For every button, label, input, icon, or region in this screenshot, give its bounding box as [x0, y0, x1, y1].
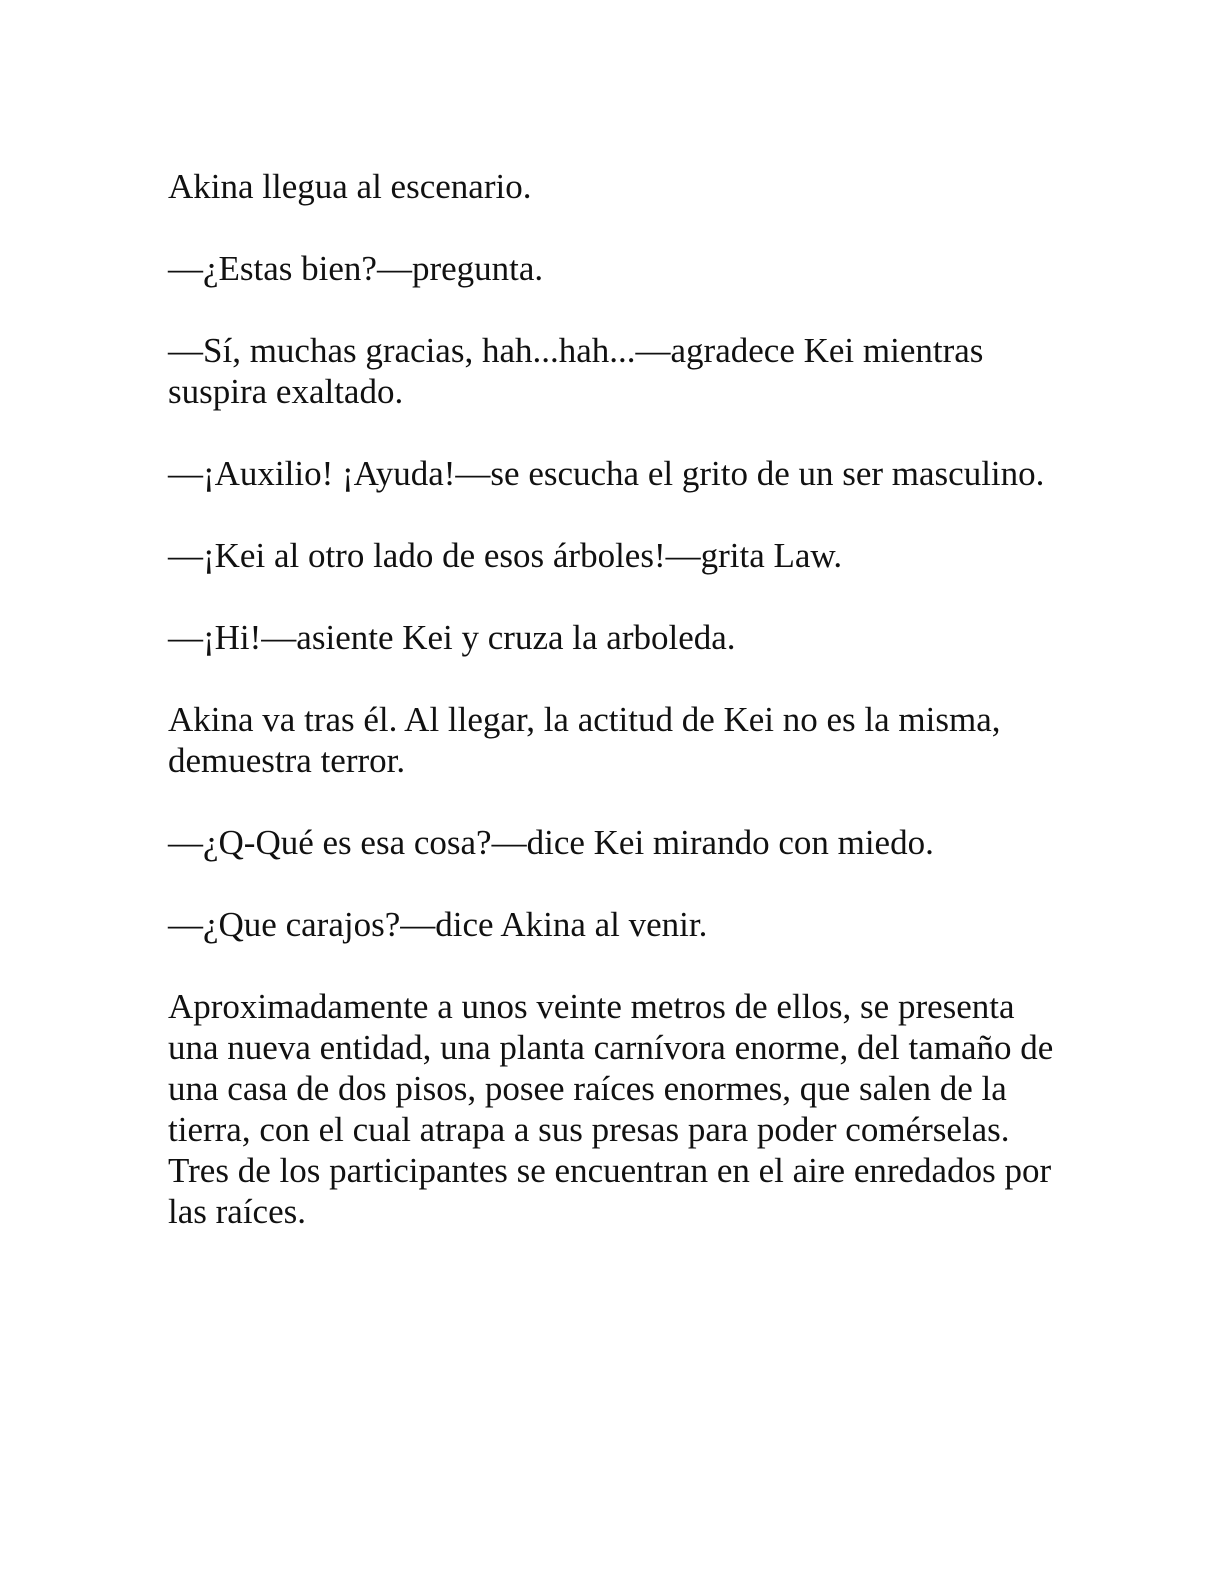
document-body: [168, 166, 1058, 1273]
paragraph: Akina va tras él. Al llegar, la actitud de Kei no es la misma, demuestra terror.: [168, 700, 1001, 780]
paragraph: —¡Hi!—asiente Kei y cruza la arboleda.: [168, 618, 736, 657]
paragraph: —¿Q-Qué es esa cosa?—dice Kei mirando con miedo.: [168, 823, 934, 862]
paragraph: —¡Auxilio! ¡Ayuda!—se escucha el grito de un ser masculino.: [168, 454, 1045, 493]
paragraph: —¡Kei al otro lado de esos árboles!—grita Law.: [168, 536, 843, 575]
paragraph: —¿Estas bien?—pregunta.: [168, 249, 544, 288]
paragraph: Akina llegua al escenario.: [168, 167, 532, 206]
paragraph: Aproximadamente a unos veinte metros de ellos, se presenta una nueva entidad, una planta carnívora enorme, del tamaño de una casa de dos pisos, posee raíces enormes, que salen de la tierra, con el cual atrapa a sus presas para poder comérselas. Tres de los participantes se encuentran en el aire enredados por las raíces.: [168, 987, 1054, 1231]
paragraph: —Sí, muchas gracias, hah...hah...—agradece Kei mientras suspira exaltado.: [168, 331, 984, 411]
paragraph: —¿Que carajos?—dice Akina al venir.: [168, 905, 708, 944]
